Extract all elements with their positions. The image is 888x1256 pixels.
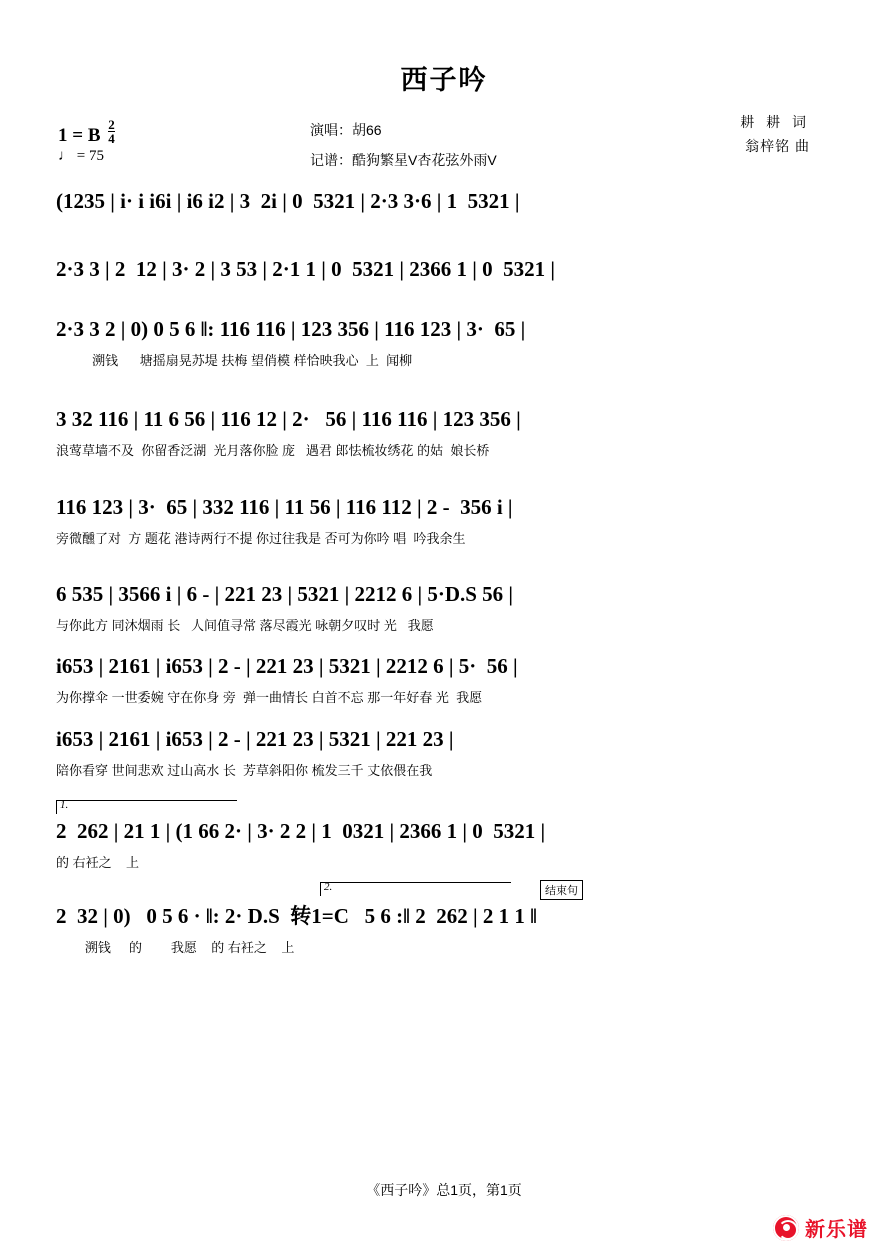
lyricist-credit: 耕 耕 词 bbox=[740, 114, 810, 130]
music-system-4 bbox=[56, 408, 836, 459]
page-footer: 《西子吟》总1页，第1页 bbox=[366, 1182, 522, 1198]
lyrics-line: 与你此方 同沐烟雨 长 人间值寻常 落尽霞光 咏朝夕叹时 光 我愿 bbox=[56, 618, 434, 634]
site-logo bbox=[773, 1213, 868, 1242]
notation-line: 6 535 | 3566 i | 6 - | 221 23 | 5321 | 2212 6 | 5·D.S 56 | bbox=[56, 582, 514, 606]
notation-line: 2·3 3 2 | 0) 0 5 6 ‖: 116 116 | 123 356 | 116 123 | 3· 65 | bbox=[56, 317, 526, 341]
lyrics-line: 陪你看穿 世间悲欢 过山高水 长 芳草斜阳你 梳发三千 丈依偎在我 bbox=[56, 763, 433, 779]
notation-line: (1235 | i· i i6i | i6 i2 | 3 2i | 0 5321 | 2·3 3·6 | 1 5321 | bbox=[56, 189, 520, 213]
music-system-1 bbox=[56, 190, 836, 222]
notation-line: i653 | 2161 | i653 | 2 - | 221 23 | 5321 | 221 23 | bbox=[56, 727, 454, 751]
notation-line: 2·3 3 | 2 12 | 3· 2 | 3 53 | 2·1 1 | 0 5321 | 2366 1 | 0 5321 | bbox=[56, 257, 556, 281]
lyrics-line: 旁微醺了对 方 题花 港诗两行不提 你过往我是 否可为你吟 唱 吟我余生 bbox=[56, 531, 466, 547]
lyrics-line: 溯钱 塘摇扇晃苏堤 扶梅 望俏模 样恰映我心 上 闻柳 bbox=[56, 353, 413, 369]
tempo-marking bbox=[58, 148, 104, 165]
notation-line: 116 123 | 3· 65 | 332 116 | 11 56 | 116 112 | 2 - 356 i | bbox=[56, 495, 513, 519]
notation-line: 2 32 | 0) 0 5 6 · ‖: 2· D.S 转1=C 5 6 :‖ 2 262 | 2 1 1 ‖ bbox=[56, 904, 537, 928]
composer-credit: 翁梓铭 曲 bbox=[745, 138, 810, 154]
transcriber-credit: 记谱：酷狗繁星V杏花弦外雨V bbox=[310, 152, 497, 168]
time-signature bbox=[108, 118, 115, 145]
singer-credit: 演唱：胡66 bbox=[310, 122, 382, 138]
second-ending-bracket bbox=[320, 882, 511, 896]
tempo-value: = 75 bbox=[76, 148, 104, 164]
music-system-2 bbox=[56, 258, 836, 290]
logo-text: 新乐谱 bbox=[805, 1219, 868, 1241]
key-signature-text: 1 = B bbox=[58, 125, 101, 146]
time-signature-numerator: 2 bbox=[108, 117, 115, 132]
disc-icon bbox=[773, 1215, 799, 1241]
music-system-5 bbox=[56, 496, 836, 547]
lyrics-line: 的 右衽之 上 bbox=[56, 855, 140, 871]
music-system-8 bbox=[56, 728, 836, 779]
notation-line: i653 | 2161 | i653 | 2 - | 221 23 | 5321 | 2212 6 | 5· 56 | bbox=[56, 654, 518, 678]
music-system-6 bbox=[56, 583, 836, 634]
coda-label: 结束句 bbox=[540, 880, 583, 900]
lyrics-line: 为你撑伞 一世委婉 守在你身 旁 弹一曲情长 白首不忘 那一年好春 光 我愿 bbox=[56, 690, 483, 706]
first-ending-bracket bbox=[56, 800, 237, 814]
lyrics-line: 溯钱 的 我愿 的 右衽之 上 bbox=[56, 940, 295, 956]
music-system-3 bbox=[56, 318, 836, 369]
lyrics-line: 浪莺草墙不及 你留香泛湖 光月落你脸 庞 遇君 郎怯梳妆绣花 的姑 娘长桥 bbox=[56, 443, 490, 459]
music-system-10 bbox=[56, 905, 836, 956]
music-system-9 bbox=[56, 820, 836, 871]
page-title: 西子吟 bbox=[400, 65, 488, 95]
first-ending-label: 1. bbox=[60, 799, 69, 811]
key-signature bbox=[58, 118, 115, 147]
second-ending-label: 2. bbox=[324, 881, 333, 893]
quarter-note-icon: ♩ bbox=[58, 148, 73, 164]
notation-line: 3 32 116 | 11 6 56 | 116 12 | 2· 56 | 116 116 | 123 356 | bbox=[56, 407, 521, 431]
time-signature-denominator: 4 bbox=[108, 131, 115, 146]
notation-line: 2 262 | 21 1 | (1 66 2· | 3· 2 2 | 1 0321 | 2366 1 | 0 5321 | bbox=[56, 819, 546, 843]
music-system-7 bbox=[56, 655, 836, 706]
